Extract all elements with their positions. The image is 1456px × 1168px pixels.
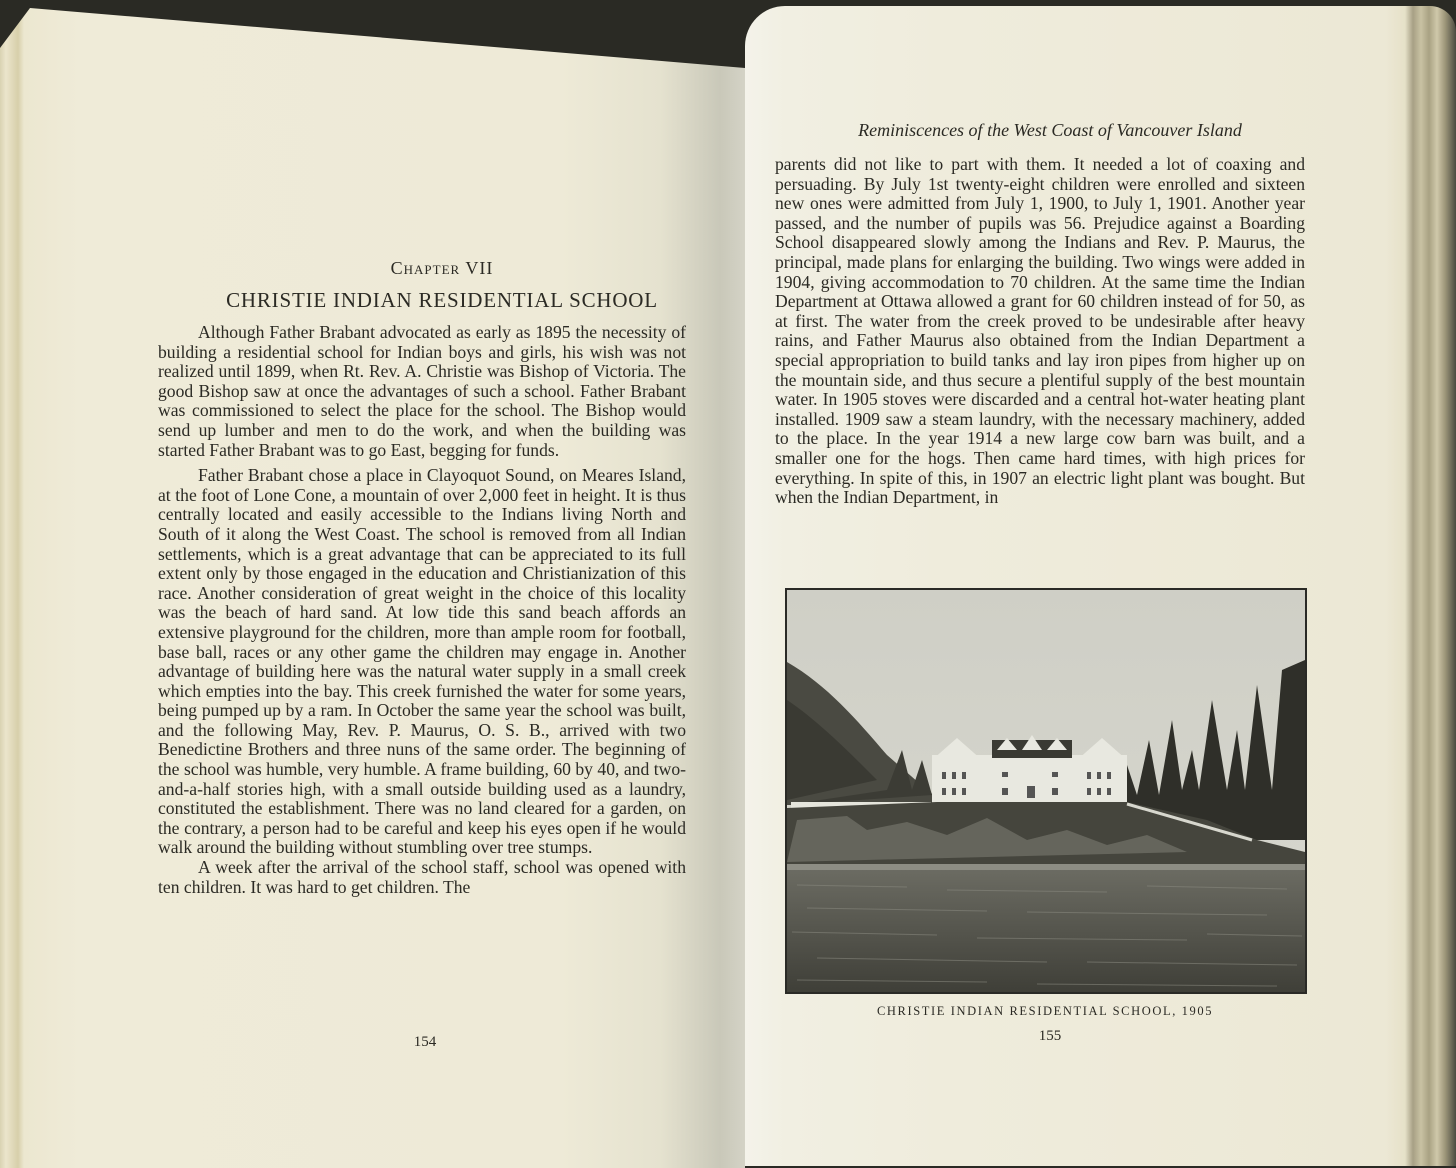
running-head: Reminiscences of the West Coast of Vancouver Island xyxy=(858,120,1242,140)
page-number-right: 155 xyxy=(1038,1028,1062,1044)
figure-caption: CHRISTIE INDIAN RESIDENTIAL SCHOOL, 1905 xyxy=(876,1004,1214,1018)
paragraph: Although Father Brabant advocated as early as 1895 the necessity of building a residential school for Indian boys and girls, his wish was not realized until 1899, when Rt. Rev. A. Christie was Bishop of Victoria. The good Bishop saw at once the advantages of such a school. Father Brabant was commissioned to select the place for the school. The Bishop would send up lumber and men to do the work, and when the building was started Father Brabant was to go East, begging for funds. xyxy=(158,322,686,460)
chapter-number: Chapter VII xyxy=(390,258,494,278)
photo-illustration xyxy=(787,590,1305,992)
right-page-text xyxy=(775,120,1305,508)
paragraph: A week after the arrival of the school staff, school was opened with ten children. It was hard to get children. The xyxy=(158,857,686,897)
paragraph: parents did not like to part with them. It needed a lot of coaxing and persuading. By July 1st twenty-eight children were enrolled and sixteen new ones were admitted from July 1, 1900, to July 1, 1901. Another year passed, and the number of pupils was 56. Prejudice against a Boarding School disappeared slowly among the Indians and Rev. P. Maurus, the principal, made plans for enlarging the building. Two wings were added in 1904, giving accommodation to 70 children. At the same time the Indian Department at Ottawa allowed a grant for 60 children instead of for 50, as at first. The water from the creek proved to be undesirable after heavy rains, and Father Maurus also obtained from the Indian Department a special appropriation to build tanks and lay iron pipes from higher up on the mountain side, and thus secure a plentiful supply of the best mountain water. In 1905 stoves were discarded and a central hot-water heating plant installed. 1909 saw a steam laundry, with the necessary machinery, added to the place. In the year 1914 a new large cow barn was built, and a smaller one for the hogs. Then came hard times, with high prices for everything. In spite of this, in 1907 an electric light plant was bought. But when the Indian Department, in xyxy=(775,154,1305,508)
school-photograph xyxy=(785,588,1307,994)
chapter-title: CHRISTIE INDIAN RESIDENTIAL SCHOOL xyxy=(226,288,658,312)
paragraph: Father Brabant chose a place in Clayoquot Sound, on Meares Island, at the foot of Lone Cone, a mountain of over 2,000 feet in height. It is thus centrally located and easily accessible to the Indians living North and South of it along the West Coast. The school is removed from all Indian settlements, which is a great advantage that can be appreciated to its full extent only by those engaged in the education and Christianization of this race. Another consideration of great weight in the choice of this locality was the beach of hard sand. At low tide this sand beach affords an extensive playground for the children, more than ample room for football, base ball, races or any other game the children may engage in. Another advantage of building here was the natural water supply in a small creek which empties into the bay. This creek furnished the water for some years, being pumped up by a ram. In October the same year the school was built, and the following May, Rev. P. Maurus, O. S. B., arrived with two Benedictine Brothers and three nuns of the same order. The beginning of the school was humble, very humble. A frame building, 60 by 40, and two-and-a-half stories high, with a small outside building used as a laundry, constituted the establishment. There was no land cleared for a garden, on the contrary, a person had to be careful and keep his eyes open if he would walk around the building without stumbling over tree stumps. xyxy=(158,465,686,858)
left-page-text xyxy=(158,258,686,897)
page-number-left: 154 xyxy=(413,1034,437,1050)
